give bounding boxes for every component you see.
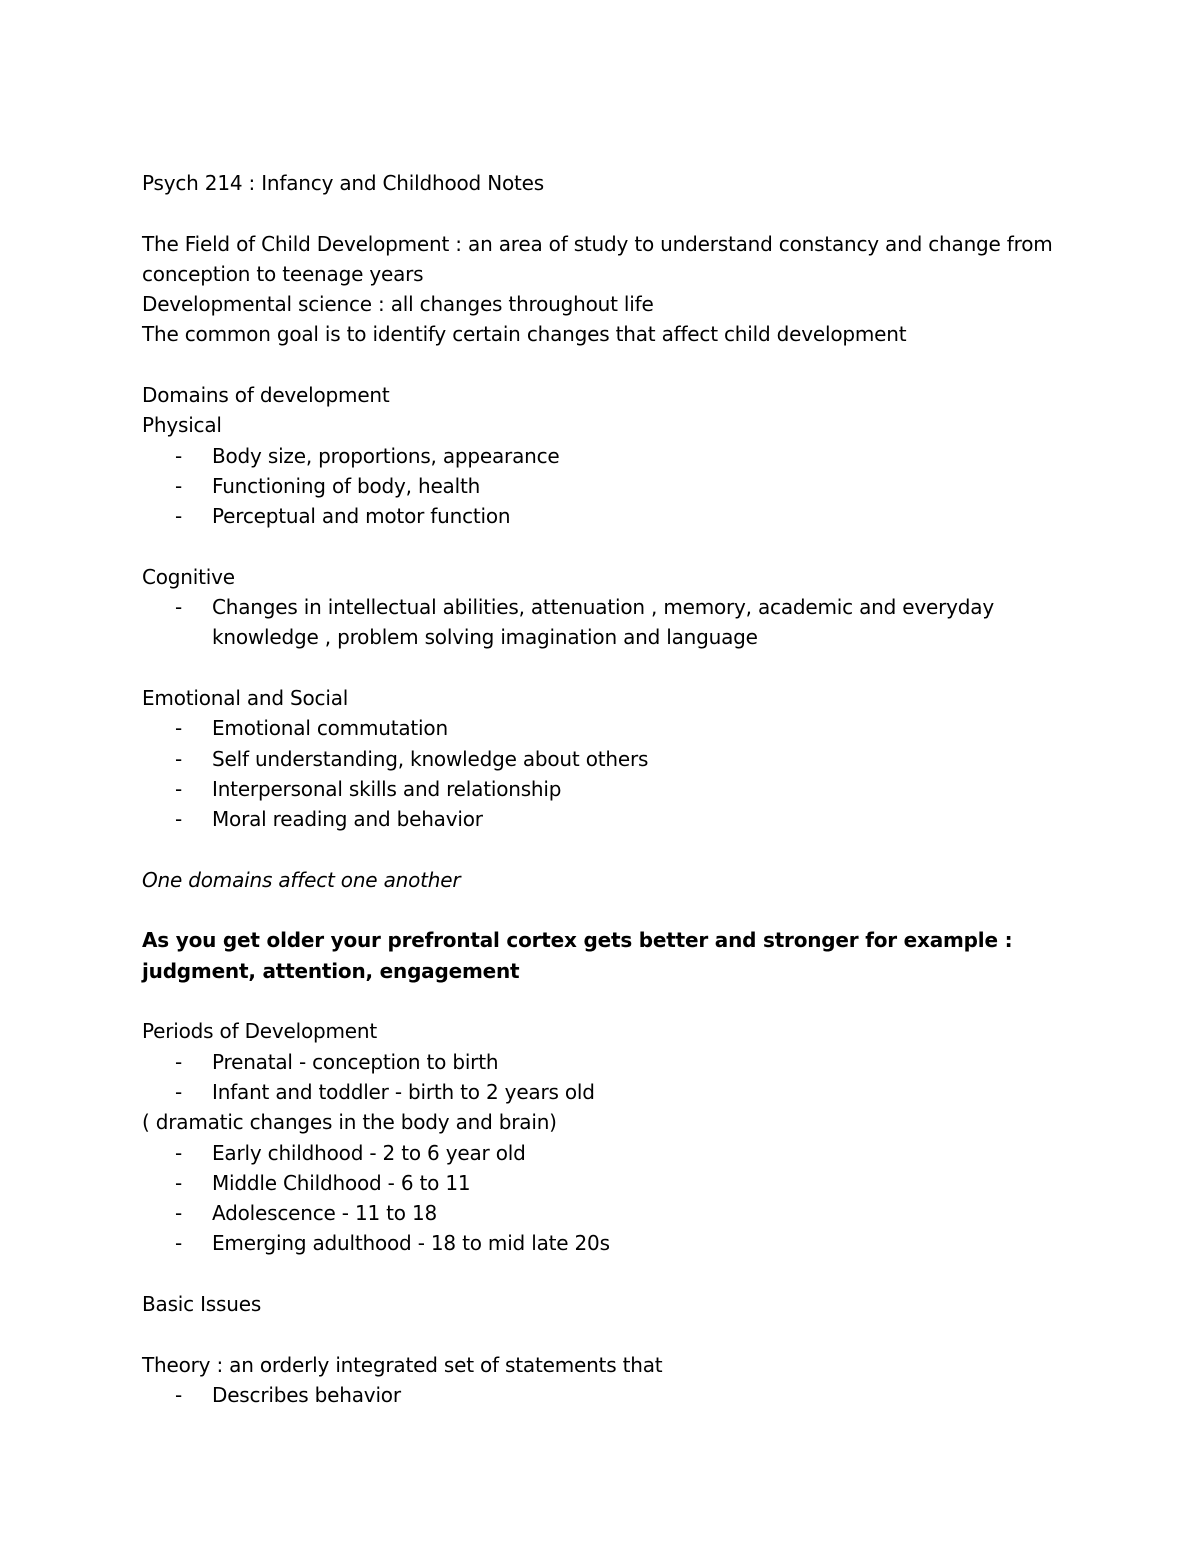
list-item: - Early childhood - 2 to 6 year old — [142, 1138, 1102, 1168]
list-item: - Perceptual and motor function — [142, 501, 1102, 531]
list-item: - Changes in intellectual abilities, attenuation , memory, academic and everyday knowledge , problem solving imagination and language — [142, 592, 1102, 653]
list-item: - Body size, proportions, appearance — [142, 441, 1102, 471]
bullet-dash: - — [175, 1079, 183, 1104]
document-title: Psych 214 : Infancy and Childhood Notes — [142, 171, 544, 195]
bullet-dash: - — [175, 1231, 183, 1256]
list-item: - Functioning of body, health — [142, 471, 1102, 501]
list-item: - Middle Childhood - 6 to 11 — [142, 1168, 1102, 1198]
bullet-dash: - — [175, 1201, 183, 1226]
bold-note: As you get older your prefrontal cortex gets better and stronger for example : judgment, attention, engagement — [142, 928, 1013, 983]
list-item: - Emotional commutation — [142, 713, 1102, 743]
bullet-dash: - — [175, 1140, 183, 1165]
cognitive-label: Cognitive — [142, 564, 235, 589]
bullet-dash: - — [175, 1049, 183, 1074]
bullet-dash: - — [175, 716, 183, 741]
list-item: - Prenatal - conception to birth — [142, 1047, 1102, 1077]
list-item: - Adolescence - 11 to 18 — [142, 1198, 1102, 1228]
list-item: - Moral reading and behavior — [142, 804, 1102, 834]
italic-note: One domains affect one another — [142, 867, 461, 892]
bullet-dash: - — [175, 443, 183, 468]
list-item: - Infant and toddler - birth to 2 years old — [142, 1077, 1102, 1107]
list-item: - Self understanding, knowledge about others — [142, 744, 1102, 774]
theory-definition: Theory : an orderly integrated set of statements that — [142, 1352, 663, 1377]
developmental-science-definition: Developmental science : all changes throughout life — [142, 292, 654, 317]
basic-issues-heading: Basic Issues — [142, 1291, 262, 1316]
periods-aside: ( dramatic changes in the body and brain) — [142, 1110, 557, 1135]
emotional-social-label: Emotional and Social — [142, 686, 349, 711]
bullet-dash: - — [175, 473, 183, 498]
list-item: - Emerging adulthood - 18 to mid late 20s — [142, 1228, 1102, 1258]
bullet-dash: - — [175, 1382, 183, 1407]
physical-label: Physical — [142, 413, 222, 438]
bullet-dash: - — [175, 746, 183, 771]
bullet-dash: - — [175, 807, 183, 832]
field-definition: The Field of Child Development : an area of study to understand constancy and change from conception to teenage years — [142, 231, 1053, 286]
list-item: - Interpersonal skills and relationship — [142, 774, 1102, 804]
bullet-dash: - — [175, 504, 183, 529]
domains-heading: Domains of development — [142, 383, 390, 408]
common-goal: The common goal is to identify certain changes that affect child development — [142, 322, 907, 347]
periods-heading: Periods of Development — [142, 1019, 378, 1044]
bullet-dash: - — [175, 595, 183, 620]
document-page — [142, 168, 1102, 1410]
bullet-dash: - — [175, 776, 183, 801]
list-item: - Describes behavior — [142, 1380, 1102, 1410]
bullet-dash: - — [175, 1170, 183, 1195]
